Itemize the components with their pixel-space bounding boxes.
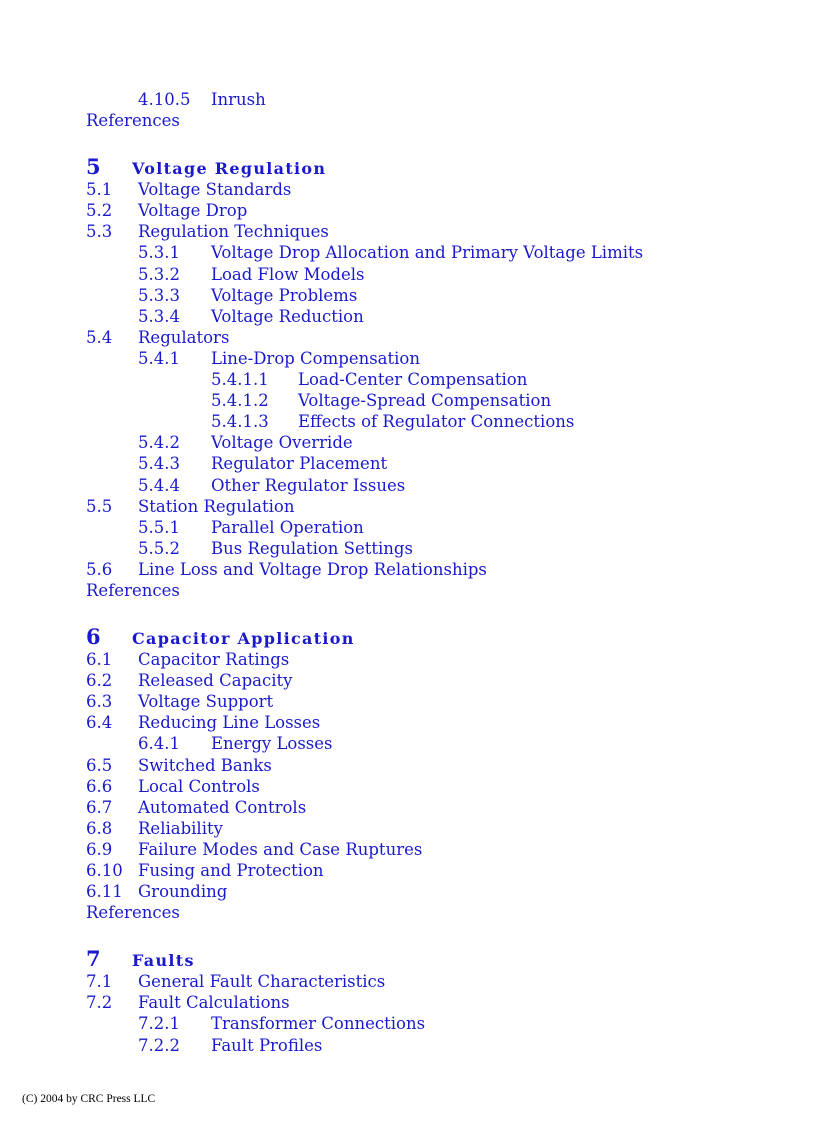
toc-entry-title: Local Controls (138, 776, 260, 796)
toc-entry-5-4-1[interactable] (86, 348, 786, 369)
toc-entry-title: Load Flow Models (211, 264, 365, 284)
toc-entry-number: 6.6 (86, 776, 113, 796)
toc-entry-title: Voltage Drop (138, 201, 248, 221)
toc-entry-6-4[interactable] (86, 712, 786, 733)
toc-entry-title: Fault Profiles (211, 1035, 323, 1055)
toc-entry-title: General Fault Characteristics (138, 972, 386, 992)
toc-entry-title: Station Regulation (138, 496, 295, 516)
toc-entry-number: 7.2.2 (138, 1035, 180, 1055)
toc-entry-6-8[interactable] (86, 818, 786, 839)
toc-entry-5-6[interactable] (86, 559, 786, 580)
toc-entry-4-10-5[interactable] (86, 89, 786, 110)
toc-entry-5-3-4[interactable] (86, 306, 786, 327)
toc-entry-title: Load-Center Compensation (298, 370, 528, 390)
toc-entry-title: Reducing Line Losses (138, 713, 321, 733)
toc-entry-6-1[interactable] (86, 649, 786, 670)
toc-entry-6-10[interactable] (86, 860, 786, 881)
table-of-contents (86, 89, 786, 1056)
toc-entry-title: Inrush (211, 90, 266, 109)
toc-entry-title: Capacitor Ratings (138, 650, 290, 670)
toc-entry-number: 6.5 (86, 755, 113, 775)
toc-entry-number: 7.2.1 (138, 1014, 180, 1034)
toc-entry-number: 5.3.1 (138, 243, 180, 263)
toc-entry-title: Parallel Operation (211, 517, 364, 537)
toc-entry-number: 5.3 (86, 222, 113, 242)
toc-entry-title: Effects of Regulator Connections (298, 412, 575, 432)
toc-entry-title: Voltage Problems (211, 285, 358, 305)
references-label: References (86, 580, 180, 600)
toc-entry-5-3-1[interactable] (86, 242, 786, 263)
toc-entry-title: Voltage-Spread Compensation (298, 391, 552, 411)
toc-entry-title: Reliability (138, 818, 223, 838)
toc-entry-number: 5.4.1.2 (211, 391, 269, 411)
toc-entry-number: 4.10.5 (138, 90, 191, 109)
toc-entry-5-4-1-1[interactable] (86, 369, 786, 390)
chapter-number: 7 (86, 946, 101, 972)
toc-entry-6-4-1[interactable] (86, 733, 786, 754)
toc-entry-number: 6.2 (86, 671, 113, 691)
chapter-title: Capacitor Application (132, 629, 355, 649)
toc-entry-number: 5.6 (86, 559, 113, 579)
references-link[interactable] (86, 110, 786, 131)
toc-entry-title: Line-Drop Compensation (211, 348, 420, 368)
copyright-footer: (C) 2004 by CRC Press LLC (22, 1093, 156, 1105)
toc-entry-6-11[interactable] (86, 881, 786, 902)
toc-entry-number: 6.10 (86, 861, 123, 880)
toc-entry-number: 6.3 (86, 692, 113, 712)
chapter-heading-5[interactable] (86, 154, 786, 180)
toc-entry-5-2[interactable] (86, 200, 786, 221)
toc-entry-title: Automated Controls (138, 797, 307, 817)
toc-entry-5-4-4[interactable] (86, 475, 786, 496)
toc-entry-7-2-1[interactable] (86, 1013, 786, 1034)
toc-entry-number: 6.8 (86, 818, 113, 838)
chapter-heading-6[interactable] (86, 624, 786, 650)
toc-entry-5-5-1[interactable] (86, 517, 786, 538)
toc-entry-title: Regulation Techniques (138, 222, 329, 242)
toc-entry-7-2-2[interactable] (86, 1035, 786, 1056)
toc-entry-number: 7.1 (86, 972, 113, 992)
chapter-number: 6 (86, 624, 101, 650)
toc-entry-number: 5.3.3 (138, 285, 180, 305)
toc-entry-6-2[interactable] (86, 670, 786, 691)
toc-entry-number: 6.11 (86, 882, 123, 902)
toc-entry-number: 5.3.2 (138, 264, 180, 284)
toc-entry-5-4-1-2[interactable] (86, 390, 786, 411)
toc-entry-number: 5.4.1.1 (211, 370, 269, 390)
toc-entry-number: 5.5 (86, 496, 113, 516)
toc-entry-title: Grounding (138, 882, 228, 902)
toc-entry-number: 5.2 (86, 201, 113, 221)
toc-entry-number: 5.1 (86, 180, 113, 200)
toc-entry-5-4[interactable] (86, 327, 786, 348)
toc-entry-5-1[interactable] (86, 179, 786, 200)
section-spacer (86, 601, 786, 627)
toc-entry-number: 5.5.1 (138, 517, 180, 537)
toc-entry-title: Line Loss and Voltage Drop Relationships (138, 559, 487, 579)
toc-entry-title: Voltage Override (211, 433, 353, 453)
toc-entry-title: Failure Modes and Case Ruptures (138, 839, 423, 859)
toc-entry-title: Regulator Placement (211, 454, 388, 474)
toc-entry-6-9[interactable] (86, 839, 786, 860)
section-spacer (86, 131, 786, 157)
toc-entry-number: 6.9 (86, 839, 113, 859)
toc-entry-5-4-3[interactable] (86, 453, 786, 474)
toc-entry-5-5-2[interactable] (86, 538, 786, 559)
toc-entry-number: 5.4.2 (138, 433, 180, 453)
toc-entry-number: 5.4.1 (138, 348, 180, 368)
toc-entry-title: Fusing and Protection (138, 861, 324, 880)
references-link[interactable] (86, 580, 786, 601)
toc-entry-number: 6.1 (86, 650, 113, 670)
toc-entry-5-4-1-3[interactable] (86, 411, 786, 432)
chapter-title: Voltage Regulation (132, 159, 327, 179)
toc-entry-5-3-3[interactable] (86, 285, 786, 306)
toc-entry-number: 6.4.1 (138, 734, 180, 754)
toc-entry-title: Regulators (138, 327, 230, 347)
toc-entry-6-7[interactable] (86, 797, 786, 818)
toc-entry-number: 7.2 (86, 993, 113, 1013)
toc-entry-title: Other Regulator Issues (211, 475, 406, 495)
toc-entry-number: 5.4 (86, 327, 113, 347)
section-spacer (86, 923, 786, 949)
toc-entry-number: 5.4.4 (138, 475, 180, 495)
toc-entry-title: Voltage Standards (138, 180, 292, 200)
toc-entry-7-2[interactable] (86, 992, 786, 1013)
toc-entry-title: Energy Losses (211, 734, 333, 754)
toc-entry-5-3[interactable] (86, 221, 786, 242)
toc-entry-number: 6.4 (86, 713, 113, 733)
toc-entry-6-6[interactable] (86, 776, 786, 797)
toc-entry-title: Bus Regulation Settings (211, 538, 413, 558)
toc-entry-title: Voltage Reduction (211, 306, 364, 326)
toc-entry-title: Fault Calculations (138, 993, 290, 1013)
toc-entry-5-4-2[interactable] (86, 432, 786, 453)
toc-entry-number: 5.5.2 (138, 538, 180, 558)
chapter-number: 5 (86, 154, 101, 180)
toc-entry-5-3-2[interactable] (86, 264, 786, 285)
toc-entry-number: 6.7 (86, 797, 113, 817)
toc-entry-6-5[interactable] (86, 755, 786, 776)
toc-entry-title: Voltage Drop Allocation and Primary Voltage Limits (211, 243, 644, 263)
toc-entry-5-5[interactable] (86, 496, 786, 517)
toc-entry-title: Switched Banks (138, 755, 272, 775)
toc-entry-number: 5.4.1.3 (211, 412, 269, 432)
chapter-heading-7[interactable] (86, 946, 786, 972)
references-label: References (86, 903, 180, 923)
toc-entry-title: Transformer Connections (211, 1014, 426, 1034)
references-label: References (86, 111, 180, 131)
chapter-title: Faults (132, 951, 195, 971)
references-link[interactable] (86, 902, 786, 923)
toc-entry-number: 5.4.3 (138, 454, 180, 474)
toc-entry-6-3[interactable] (86, 691, 786, 712)
toc-entry-title: Voltage Support (138, 692, 274, 712)
toc-entry-number: 5.3.4 (138, 306, 180, 326)
toc-entry-7-1[interactable] (86, 971, 786, 992)
toc-entry-title: Released Capacity (138, 671, 293, 691)
